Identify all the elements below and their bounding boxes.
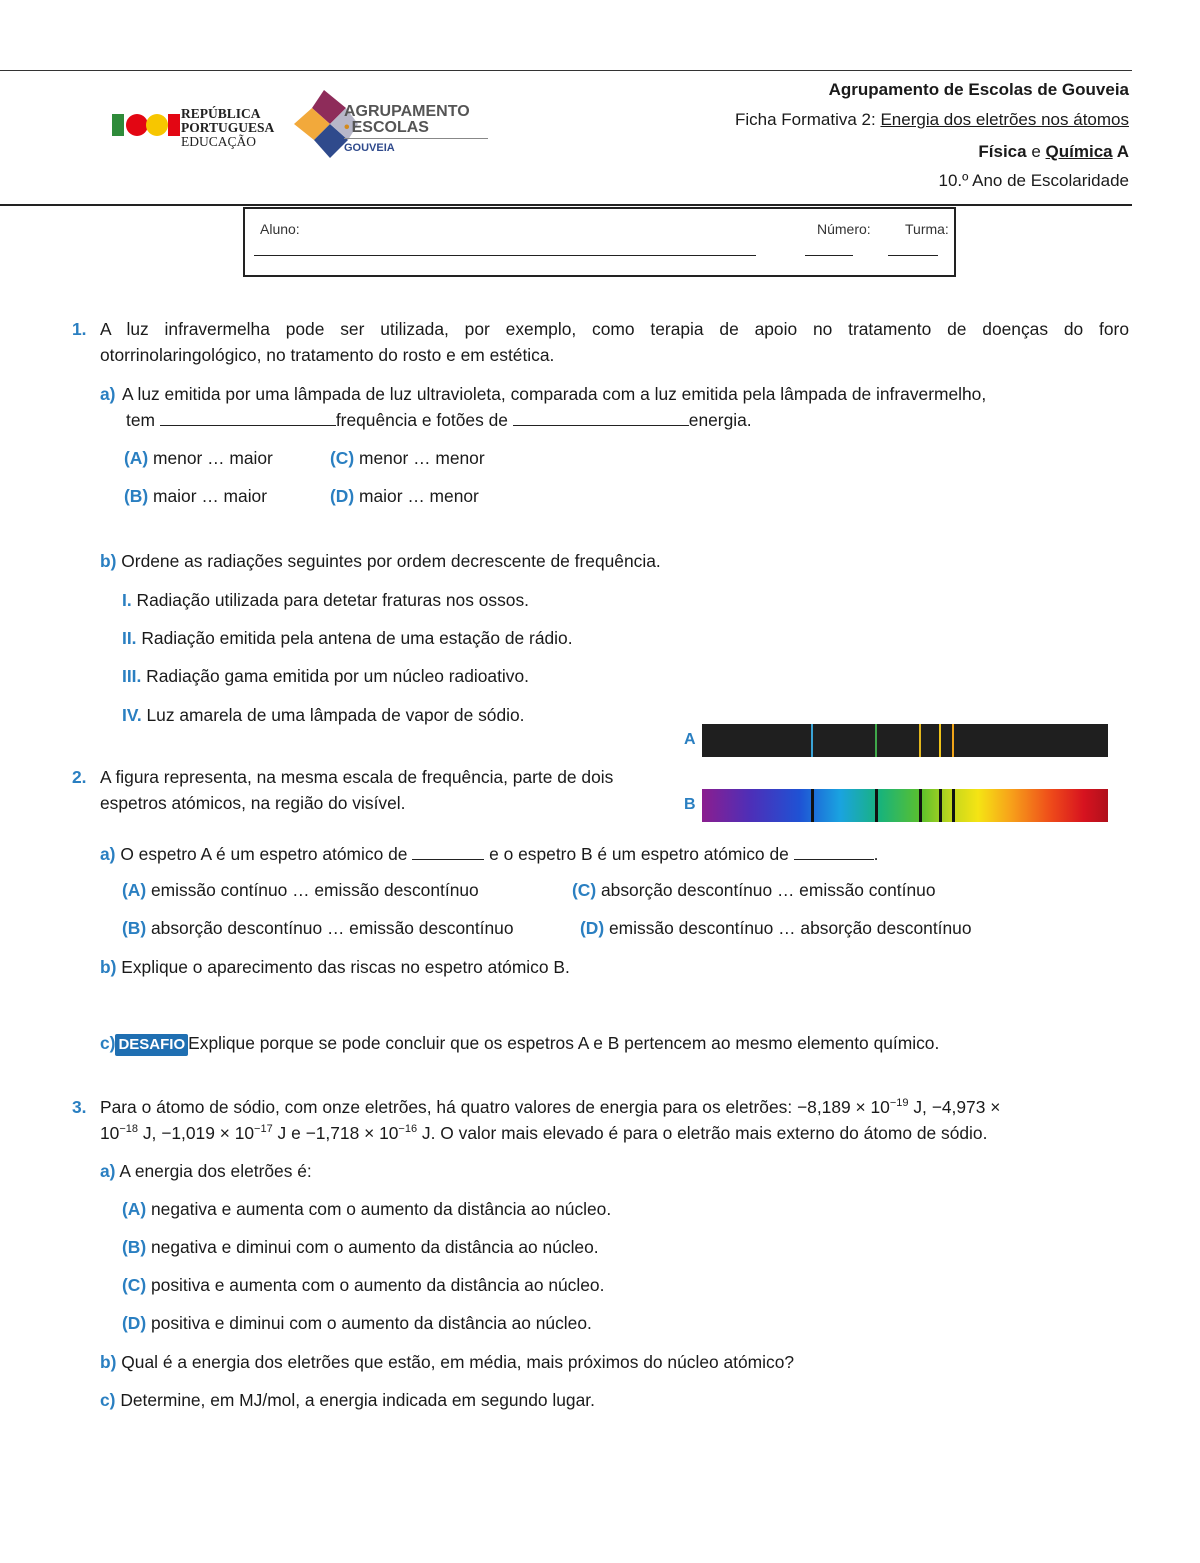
spectrum-a-label: A bbox=[684, 731, 696, 748]
q2b-text: b) Explique o aparecimento das riscas no espetro atómico B. bbox=[100, 957, 570, 977]
aluno-label: Aluno: bbox=[260, 221, 300, 237]
q3a-option-d[interactable]: (D) positiva e diminui com o aumento da distância ao núcleo. bbox=[122, 1313, 592, 1333]
spectrum-a bbox=[702, 724, 1108, 762]
q2a-blank-2[interactable] bbox=[794, 841, 874, 860]
student-info-box bbox=[243, 207, 956, 277]
q1-text-line1: A luz infravermelha pode ser utilizada, por exemplo, como terapia de apoio no tratamento de doenças do foro bbox=[100, 319, 1129, 339]
q3-number: 3. bbox=[72, 1097, 87, 1117]
q1b-item-4: IV. Luz amarela de uma lâmpada de vapor de sódio. bbox=[122, 705, 525, 725]
q1b-item-3: III. Radiação gama emitida por um núcleo radioativo. bbox=[122, 666, 529, 686]
q1b-item-2: II. Radiação emitida pela antena de uma estação de rádio. bbox=[122, 628, 573, 648]
q2a-option-b[interactable]: (B) absorção descontínuo … emissão descontínuo bbox=[122, 918, 514, 938]
numero-label: Número: bbox=[817, 221, 871, 237]
q1-text-line2: otorrinolaringológico, no tratamento do rosto e em estética. bbox=[100, 345, 555, 365]
q1b-item-1: I. Radiação utilizada para detetar fraturas nos ossos. bbox=[122, 590, 529, 610]
spectrum-b-label: B bbox=[684, 796, 696, 813]
q2a-option-c[interactable]: (C) absorção descontínuo … emissão contínuo bbox=[572, 880, 936, 900]
q2c-text: c) DESAFIO Explique porque se pode concluir que os espetros A e B pertencem ao mesmo elemento químico. bbox=[100, 1030, 939, 1056]
aluno-field[interactable] bbox=[254, 255, 756, 256]
header-bottom-rule bbox=[0, 204, 1132, 206]
q3a-option-b[interactable]: (B) negativa e diminui com o aumento da distância ao núcleo. bbox=[122, 1237, 599, 1257]
q1-number: 1. bbox=[72, 319, 87, 339]
q3b-text: b) Qual é a energia dos eletrões que estão, em média, mais próximos do núcleo atómico? bbox=[100, 1352, 795, 1372]
q1a-label: a) bbox=[100, 384, 116, 404]
q1a-option-d[interactable]: (D) maior … menor bbox=[330, 486, 479, 506]
turma-label: Turma: bbox=[905, 221, 949, 237]
q2a-option-a[interactable]: (A) emissão contínuo … emissão descontínuo bbox=[122, 880, 479, 900]
q3a-option-a[interactable]: (A) negativa e aumenta com o aumento da distância ao núcleo. bbox=[122, 1199, 612, 1219]
q3a-text: a) A energia dos eletrões é: bbox=[100, 1161, 312, 1181]
q2a-option-d[interactable]: (D) emissão descontínuo … absorção descontínuo bbox=[580, 918, 972, 938]
q1a-blank-1[interactable] bbox=[160, 407, 336, 426]
q1a-option-a[interactable]: (A) menor … maior bbox=[124, 448, 273, 468]
q3-text-line1: Para o átomo de sódio, com onze eletrões, há quatro valores de energia para os eletrões: $-8,189 \times 10^{-19}$ J, −4,973 × bbox=[100, 1097, 1001, 1117]
q2a-blank-1[interactable] bbox=[412, 841, 484, 860]
q1b-text: b) Ordene as radiações seguintes por ordem decrescente de frequência. bbox=[100, 551, 661, 571]
agrupamento-logo-text: AGRUPAMENTO • ESCOLAS GOUVEIA bbox=[344, 104, 488, 156]
q1a-text-line1: A luz emitida por uma lâmpada de luz ultravioleta, comparada com a luz emitida pela lâmpada de infravermelho, bbox=[122, 384, 987, 404]
numero-field[interactable] bbox=[805, 255, 853, 256]
q1a-text-line2: tem frequência e fotões de energia. bbox=[126, 407, 752, 433]
spectrum-b bbox=[702, 789, 1108, 827]
q2a-text: a) O espetro A é um espetro atómico de e o espetro B é um espetro atómico de . bbox=[100, 841, 878, 867]
subject: Física e Química A bbox=[978, 142, 1129, 161]
q2-number: 2. bbox=[72, 767, 87, 787]
republica-logo-text: REPÚBLICA PORTUGUESA EDUCAÇÃO bbox=[181, 106, 275, 149]
q2-text-line1: A figura representa, na mesma escala de frequência, parte de dois bbox=[100, 767, 614, 787]
header-top-rule bbox=[0, 70, 1132, 71]
q1a-option-b[interactable]: (B) maior … maior bbox=[124, 486, 268, 506]
turma-field[interactable] bbox=[888, 255, 938, 256]
q1a-option-c[interactable]: (C) menor … menor bbox=[330, 448, 485, 468]
q1a-blank-2[interactable] bbox=[513, 407, 689, 426]
q2-text-line2: espetros atómicos, na região do visível. bbox=[100, 793, 406, 813]
org-name: Agrupamento de Escolas de Gouveia bbox=[828, 80, 1129, 99]
desafio-badge: DESAFIO bbox=[115, 1034, 188, 1056]
school-year: 10.º Ano de Escolaridade bbox=[938, 171, 1129, 190]
q3-text-line2: $10^{-18}$ J, $-1,019 \times 10^{-17}$ J $e -1,718 \times 10^{-16}$ J. O valor mais elevado é para o eletrão mais externo do átomo de sódio. bbox=[100, 1123, 988, 1143]
worksheet-title: Ficha Formativa 2: Energia dos eletrões nos átomos bbox=[734, 110, 1129, 129]
q3c-text: c) Determine, em MJ/mol, a energia indicada em segundo lugar. bbox=[100, 1390, 595, 1410]
q3a-option-c[interactable]: (C) positiva e aumenta com o aumento da distância ao núcleo. bbox=[122, 1275, 605, 1295]
